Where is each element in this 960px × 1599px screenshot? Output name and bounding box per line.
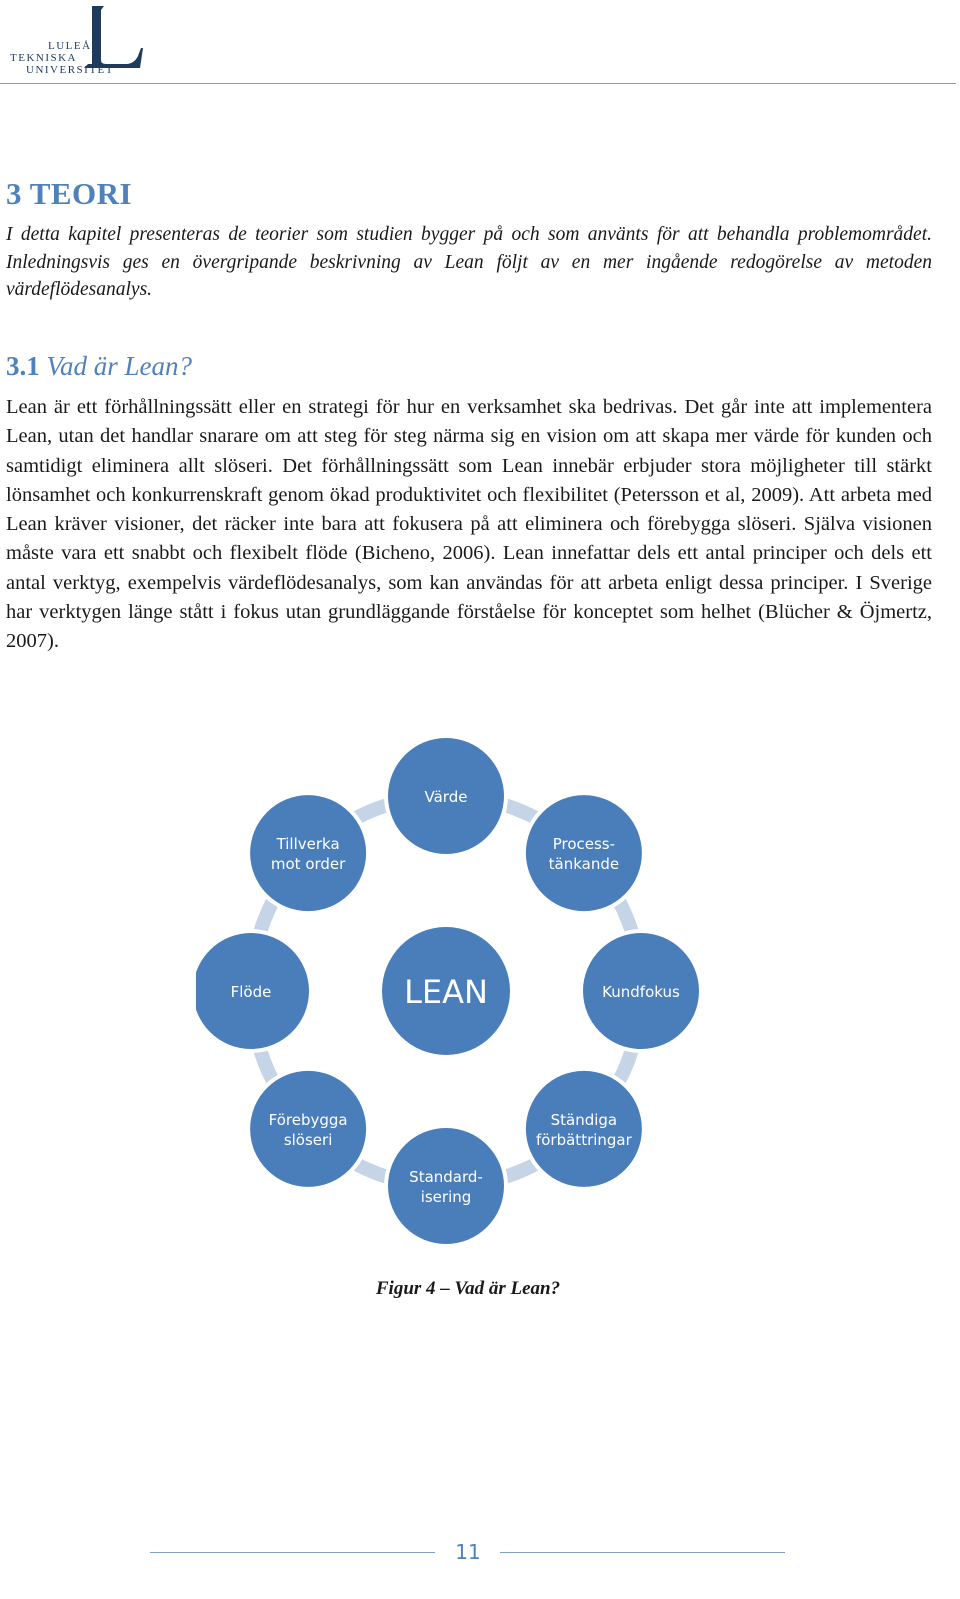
page-number: 11 bbox=[455, 1540, 481, 1564]
figure-caption: Figur 4 – Vad är Lean? bbox=[375, 1278, 561, 1299]
footer-line-left bbox=[150, 1552, 435, 1553]
header-divider bbox=[0, 83, 956, 84]
center-label: LEAN bbox=[404, 973, 488, 1011]
logo-line-3: UNIVERSITET bbox=[26, 64, 114, 76]
node-label: Standard- bbox=[409, 1168, 483, 1186]
logo-line-2: TEKNISKA bbox=[10, 52, 77, 64]
node-label: Flöde bbox=[230, 983, 272, 1001]
section-title: Vad är Lean? bbox=[46, 351, 193, 381]
lean-diagram bbox=[196, 738, 736, 1248]
node-label: mot order bbox=[270, 855, 346, 874]
node-label: Kundfokus bbox=[602, 983, 680, 1001]
node-label: Ständiga bbox=[550, 1110, 618, 1129]
logo-line-1: LULEÅ bbox=[48, 40, 92, 52]
node-label: Förebygga bbox=[268, 1110, 348, 1129]
node-label: förbättringar bbox=[535, 1130, 632, 1149]
section-number: 3.1 bbox=[6, 351, 40, 381]
lean-diagram-svg bbox=[196, 738, 736, 1248]
node-circle bbox=[388, 1128, 504, 1244]
chapter-intro: I detta kapitel presenteras de teorier som studien bygger på och som använts för att behandla problemområdet. Inledningsvis ges en övergripande beskrivning av Lean följt av en mer ingående redogörelse av metoden värdeflödesanalys. bbox=[6, 224, 932, 300]
university-logo bbox=[8, 2, 148, 78]
footer-line-right bbox=[500, 1552, 785, 1553]
node-label: Process- bbox=[552, 835, 616, 854]
node-label: Tillverka bbox=[276, 835, 340, 854]
node-label: Värde bbox=[424, 788, 468, 806]
chapter-title: 3 TEORI bbox=[6, 176, 133, 211]
node-label: isering bbox=[420, 1188, 472, 1206]
section-body: Lean är ett förhållningssätt eller en strategi för hur en verksamhet ska bedrivas. Det går inte att implementera Lean, utan det handlar snarare om att steg för steg närma sig en vision om att skapa mer värde för kunden och samtidigt eliminera allt slöseri. Det förhållningssätt som Lean innebär erbjuder stora möjligheter till stärkt lönsamhet och konkurrenskraft genom ökad produktivitet och flexibilitet (Petersson et al, 2009). Att arbeta med Lean kräver visioner, det räcker inte bara att fokusera på att eliminera och förebygga slöseri. Själva visionen måste vara ett snabbt och flexibelt flöde (Bicheno, 2006). Lean innefattar dels ett antal principer och dels ett antal verktyg, exempelvis värdeflödesanalys, som kan användas för att arbeta enligt dessa principer. I Sverige har verktygen länge stått i fokus utan grundläggande förståelse för konceptet som helhet (Blücher & Öjmertz, 2007). bbox=[6, 396, 932, 653]
node-label: tänkande bbox=[548, 855, 620, 874]
section-heading bbox=[6, 351, 192, 382]
node-label: slöseri bbox=[283, 1130, 333, 1149]
